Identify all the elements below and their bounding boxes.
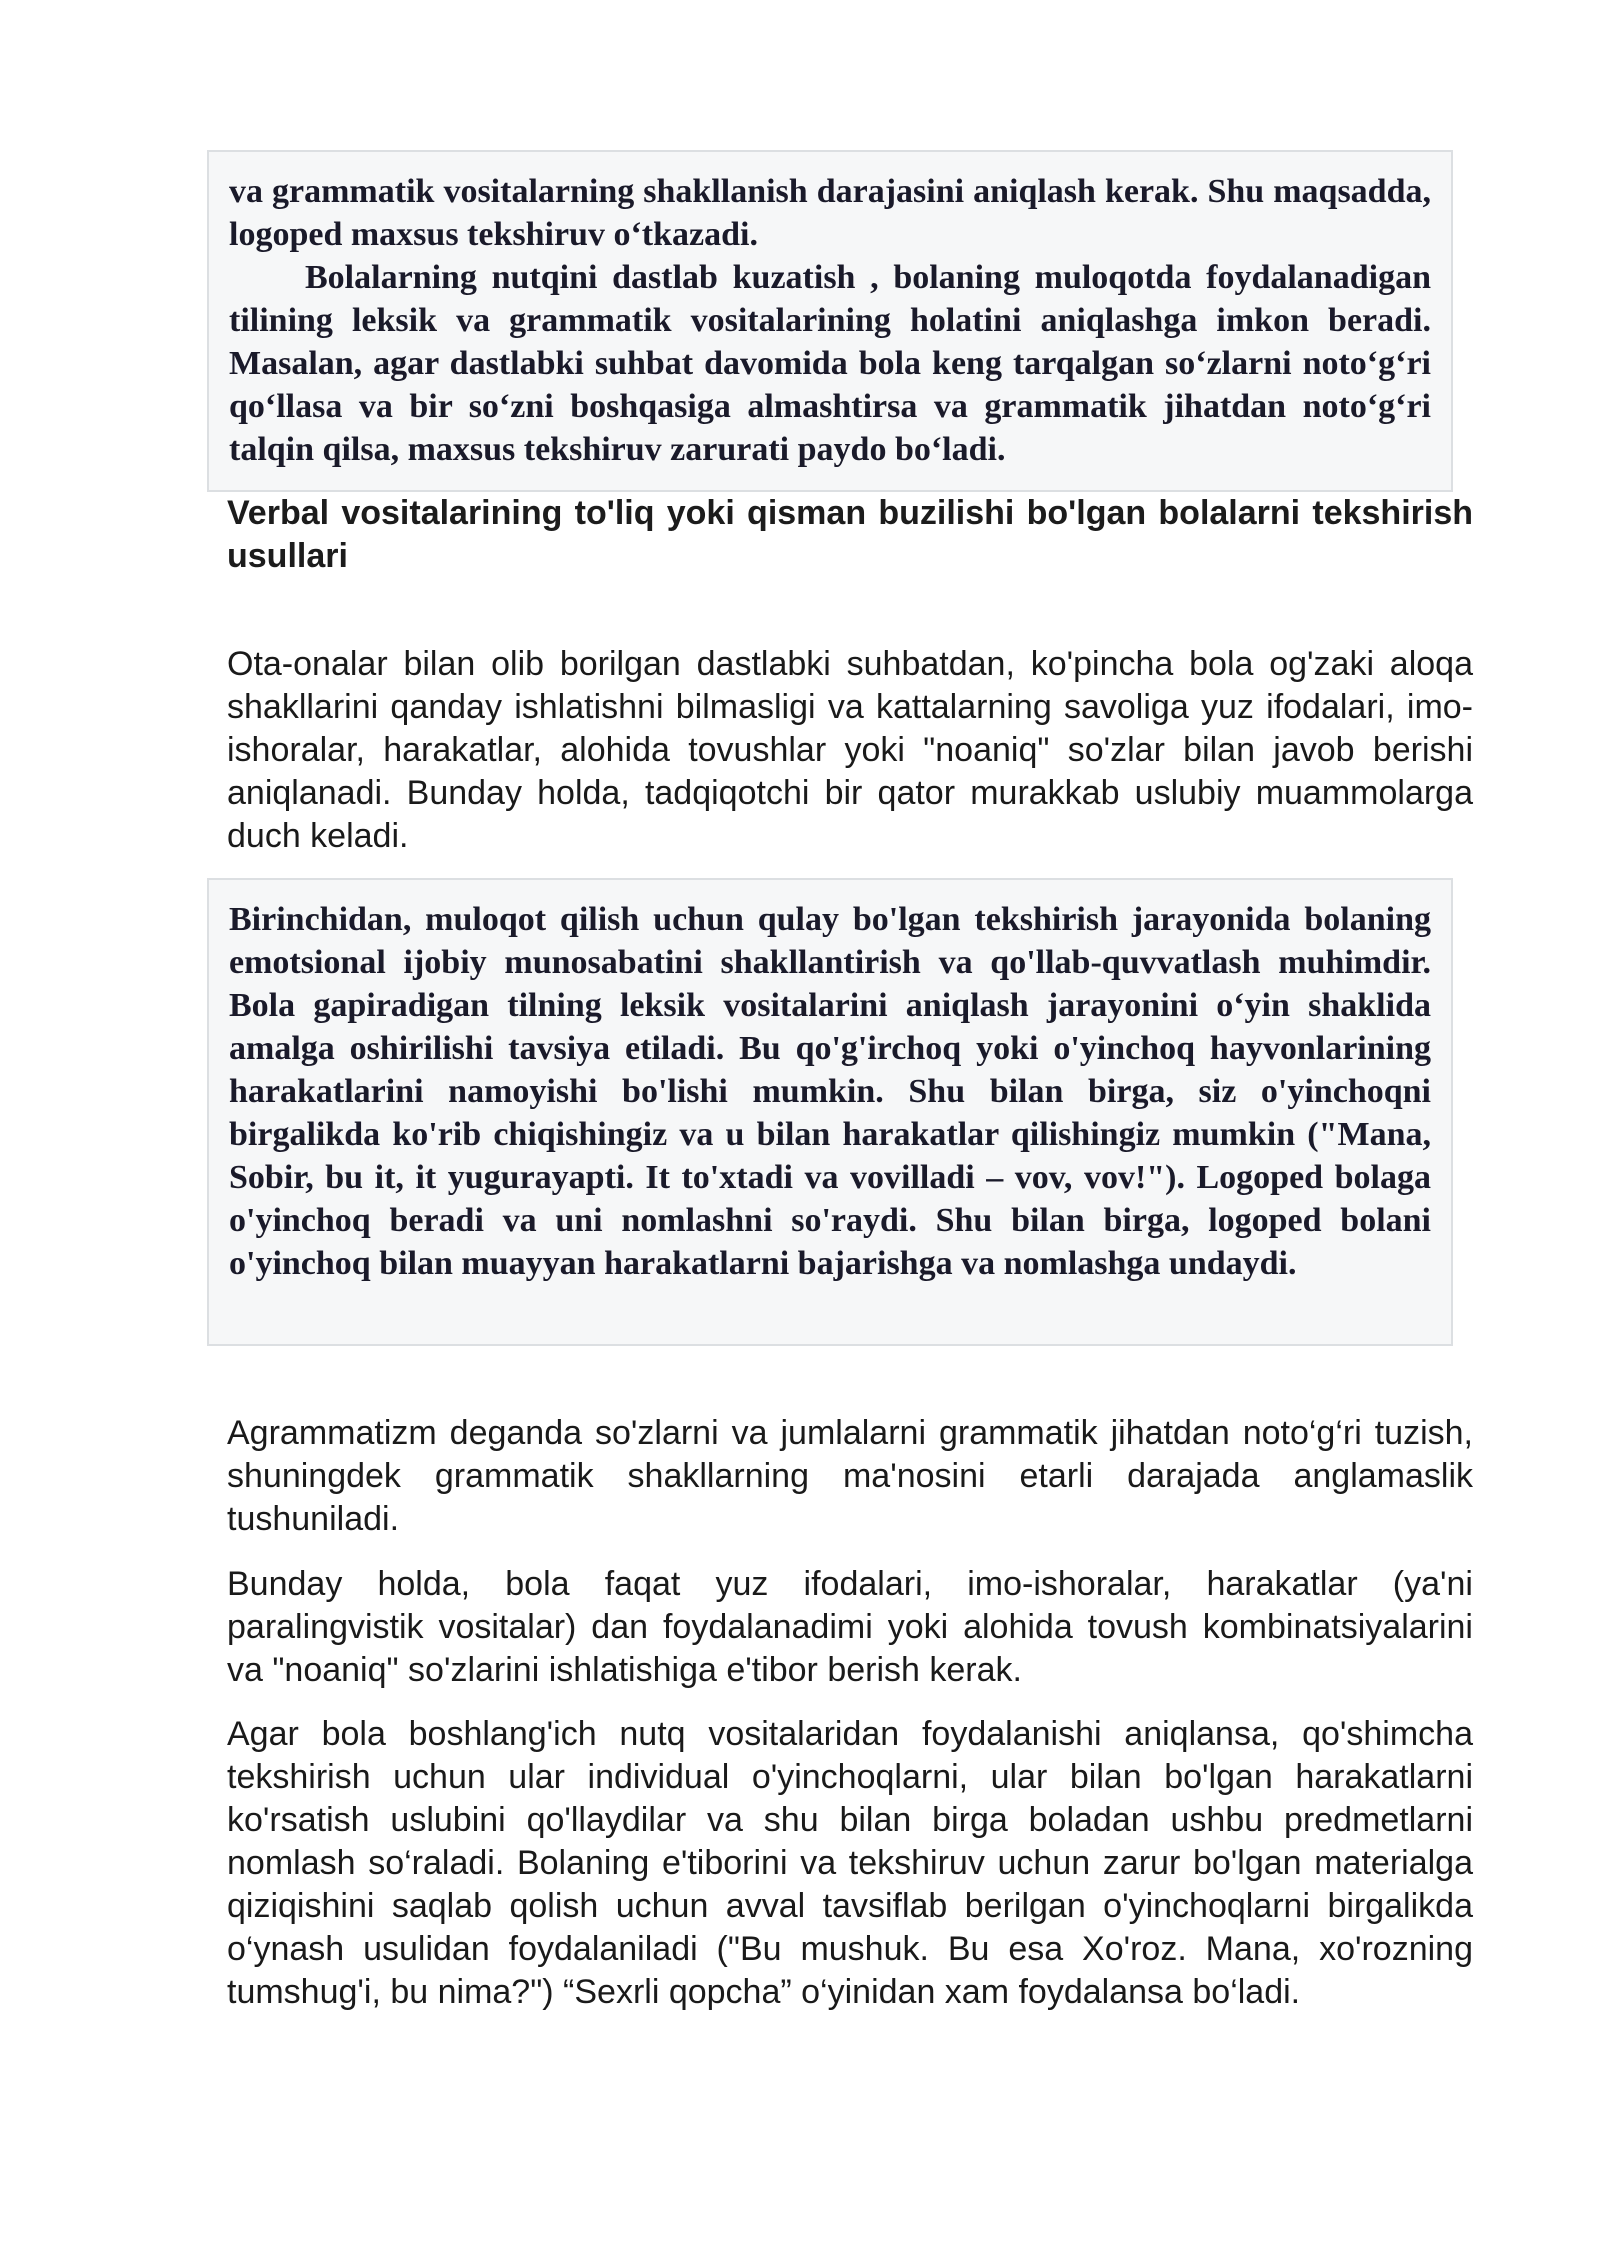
box2-paragraph-1: Birinchidan, muloqot qilish uchun qulay bo'lgan tekshirish jarayonida bolaning emotsional ijobiy munosabatini shakllantirish va qo'llab-quvvatlash muhimdir. Bola gapiradigan tilning leksik vositalarini aniqlash jarayonini o‘yin shaklida amalga oshirilishi tavsiya etiladi. Bu qo'g'irchoq yoki o'yinchoq hayvonlarining harakatlarini namoyishi bo'lishi mumkin. Shu bilan birga, siz o'yinchoqni birgalikda ko'rib chiqishingiz va u bilan harakatlar qilishingiz mumkin ("Mana, Sobir, bu it, it yugurayapti. It to'xtadi va vovilladi – vov, vov!"). Logoped bolaga o'yinchoq beradi va uni nomlashni so'raydi. Shu bilan birga, logoped bolani o'yinchoq bilan muayyan harakatlarni bajarishga va nomlashga undaydi. <box>229 901 1431 1282</box>
text-box-2 <box>207 878 1453 1346</box>
box1-paragraph-1: va grammatik vositalarning shakllanish darajasini aniqlash kerak. Shu maqsadda, logoped maxsus tekshiruv o‘tkazadi. <box>229 173 1431 253</box>
paragraph-paralinguistic: Bunday holda, bola faqat yuz ifodalari, imo-ishoralar, harakatlar (ya'ni paralingvistik vositalar) dan foydalanadimi yoki alohida tovush kombinatsiyalarini va "noaniq" so'zlarini ishlatishiga e'tibor berish kerak. <box>227 1565 1473 1689</box>
box1-paragraph-2: Bolalarning nutqini dastlab kuzatish , bolaning muloqotda foydalanadigan tilining leksik va grammatik vositalarining holatini aniqlashga imkon beradi. Masalan, agar dastlabki suhbat davomida bola keng tarqalgan so‘zlarni noto‘g‘ri qo‘llasa va bir so‘zni boshqasiga almashtirsa va grammatik jihatdan noto‘g‘ri talqin qilsa, maxsus tekshiruv zarurati paydo bo‘ladi. <box>229 259 1431 468</box>
paragraph-agrammatism: Agrammatizm deganda so'zlarni va jumlalarni grammatik jihatdan noto‘g‘ri tuzish, shuningdek grammatik shakllarning ma'nosini etarli darajada anglamaslik tushuniladi. <box>227 1414 1473 1538</box>
text-box-1 <box>207 150 1453 492</box>
paragraph-parents-interview: Ota-onalar bilan olib borilgan dastlabki suhbatdan, ko'pincha bola og'zaki aloqa shakllarini qanday ishlatishni bilmasligi va kattalarning savoliga yuz ifodalari, imo-ishoralar, harakatlar, alohida tovushlar yoki "noaniq" so'zlar bilan javob berishi aniqlanadi. Bunday holda, tadqiqotchi bir qator murakkab uslubiy muammolarga duch keladi. <box>227 645 1473 855</box>
section-heading: Verbal vositalarining to'liq yoki qisman buzilishi bo'lgan bolalarni tekshirish usullari <box>227 494 1473 575</box>
paragraph-toys-method: Agar bola boshlang'ich nutq vositalaridan foydalanishi aniqlansa, qo'shimcha tekshirish uchun ular individual o'yinchoqlarni, ular bilan bo'lgan harakatlarni ko'rsatish uslubini qo'llaydilar va shu bilan birga boladan ushbu predmetlarni nomlash so‘raladi. Bolaning e'tiborini va tekshiruv uchun zarur bo'lgan materialga qiziqishini saqlab qolish uchun avval tavsiflab berilgan o'yinchoqlarni birgalikda o‘ynash usulidan foydalaniladi ("Bu mushuk. Bu esa Xo'roz. Mana, xo'rozning tumshug'i, bu nima?") “Sexrli qopcha” o‘yinidan xam foydalansa bo‘ladi. <box>227 1715 1473 2011</box>
